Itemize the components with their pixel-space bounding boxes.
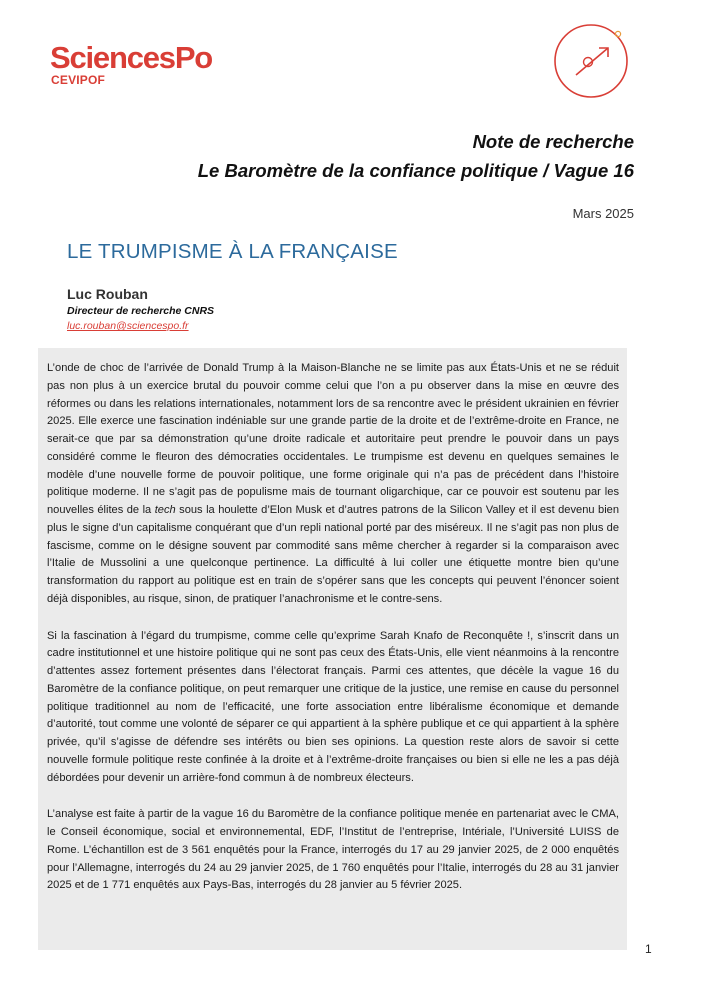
author-name: Luc Rouban: [67, 286, 148, 302]
abstract-paragraph-2: Si la fascination à l’égard du trumpisme, comme celle qu’exprime Sarah Knafo de Reconquête !, s’inscrit dans un cadre institutionnel et une histoire politique qui ne sont pas ceux des États-Unis, elle vient néanmoins à la rencontre d’attentes assez fortement présentes dans l’électorat français. Parmi ces attentes, que décèle la vague 16 du Baromètre de la confiance politique, on peut remarquer une critique de la justice, une remise en cause du personnel politique traditionnel au nom de l’efficacité, une forte association entre libéralisme économique et demande d’autorité, tout comme une volonté de séparer ce qui appartient à la sphère publique et ce qui appartient à la sphère privée, qu’il s’agisse de défendre ses intérêts ou bien ses opinions. La question reste alors de savoir si cette nouvelle formule politique reste confinée à la droite et à l’extrême-droite françaises ou bien si elle ne les a pas déjà débordées pour devenir un arrière-fond commun à de nombreux électeurs.: [47, 629, 619, 784]
logo-wordmark: SciencesPo: [50, 40, 213, 75]
page-title: LE TRUMPISME À LA FRANÇAISE: [67, 240, 398, 263]
barometer-series: Le Baromètre de la confiance politique / Vague 16: [197, 160, 634, 181]
author-role: Directeur de recherche CNRS: [67, 305, 215, 317]
logo-subtitle: CEVIPOF: [51, 73, 106, 87]
italic-term: tech: [154, 504, 176, 516]
author-email-link[interactable]: luc.rouban@sciencespo.fr: [67, 320, 189, 332]
note-type: Note de recherche: [472, 131, 634, 152]
note-header: [198, 127, 634, 185]
author-block: [67, 285, 214, 334]
abstract-box: [38, 348, 627, 950]
publication-date: Mars 2025: [572, 206, 634, 221]
abstract-paragraph-3: L’analyse est faite à partir de la vague 16 du Baromètre de la confiance politique menée en partenariat avec le CMA, le Conseil économique, social et environnemental, EDF, l’Institut de l’entreprise, Intériale, l’Université LUISS de Rome. L’échantillon est de 3 561 enquêtés pour la France, interrogés du 17 au 29 janvier 2025, de 2 000 enquêtés pour l’Allemagne, interrogés du 24 au 29 janvier 2025, de 1 760 enquêtés pour l’Italie, interrogés du 28 au 31 janvier 2025 et de 1 771 enquêtés aux Pays-Bas, interrogés du 28 janvier au 5 février 2025.: [47, 808, 619, 892]
target-arrow-emblem-icon: [552, 22, 630, 100]
page-number: 1: [645, 942, 652, 956]
sciencespo-logo: [50, 42, 212, 86]
abstract-paragraph-1: L’onde de choc de l’arrivée de Donald Trump à la Maison-Blanche ne se limite pas aux États-Unis et ne se réduit pas non plus à un exercice brutal du pouvoir comme celui que l’on a pu observer dans la mise en œuvre des réformes ou dans les relations internationales, notamment lors de sa rencontre avec le président ukrainien en février 2025. Elle exerce une fascination indéniable sur une grande partie de la droite et de l’extrême-droite en France, ne serait-ce que par sa démonstration qu’une droite radicale et autoritaire peut prendre le pouvoir dans un pays considéré comme le fleuron des démocraties occidentales. Le trumpisme est devenu en quelques semaines le modèle d’une nouvelle forme de pouvoir politique, une forme originale qui n’a pas de précédent dans l’histoire politique moderne. Il ne s’agit pas de populisme mais de tournant oligarchique, car ce pouvoir est soutenu par les nouvelles élites de la tech sous la houlette d’Elon Musk et d’autres patrons de la Silicon Valley et il est devenu bien plus le signe d’un capitalisme conquérant que d’un repli national porté par des miséreux. Il ne s’agit pas non plus de fascisme, comme on le désigne souvent par commodité sans même chercher à regarder si la comparaison avec l’Italie de Mussolini a une quelconque pertinence. La difficulté à lui coller une étiquette montre bien qu’une transformation du rapport au politique est en train de s’opérer sans que les concepts qui peuvent l’énoncer soient déjà disponibles, au risque, sinon, de pratiquer l’anachronisme et le contre-sens.: [47, 362, 619, 605]
